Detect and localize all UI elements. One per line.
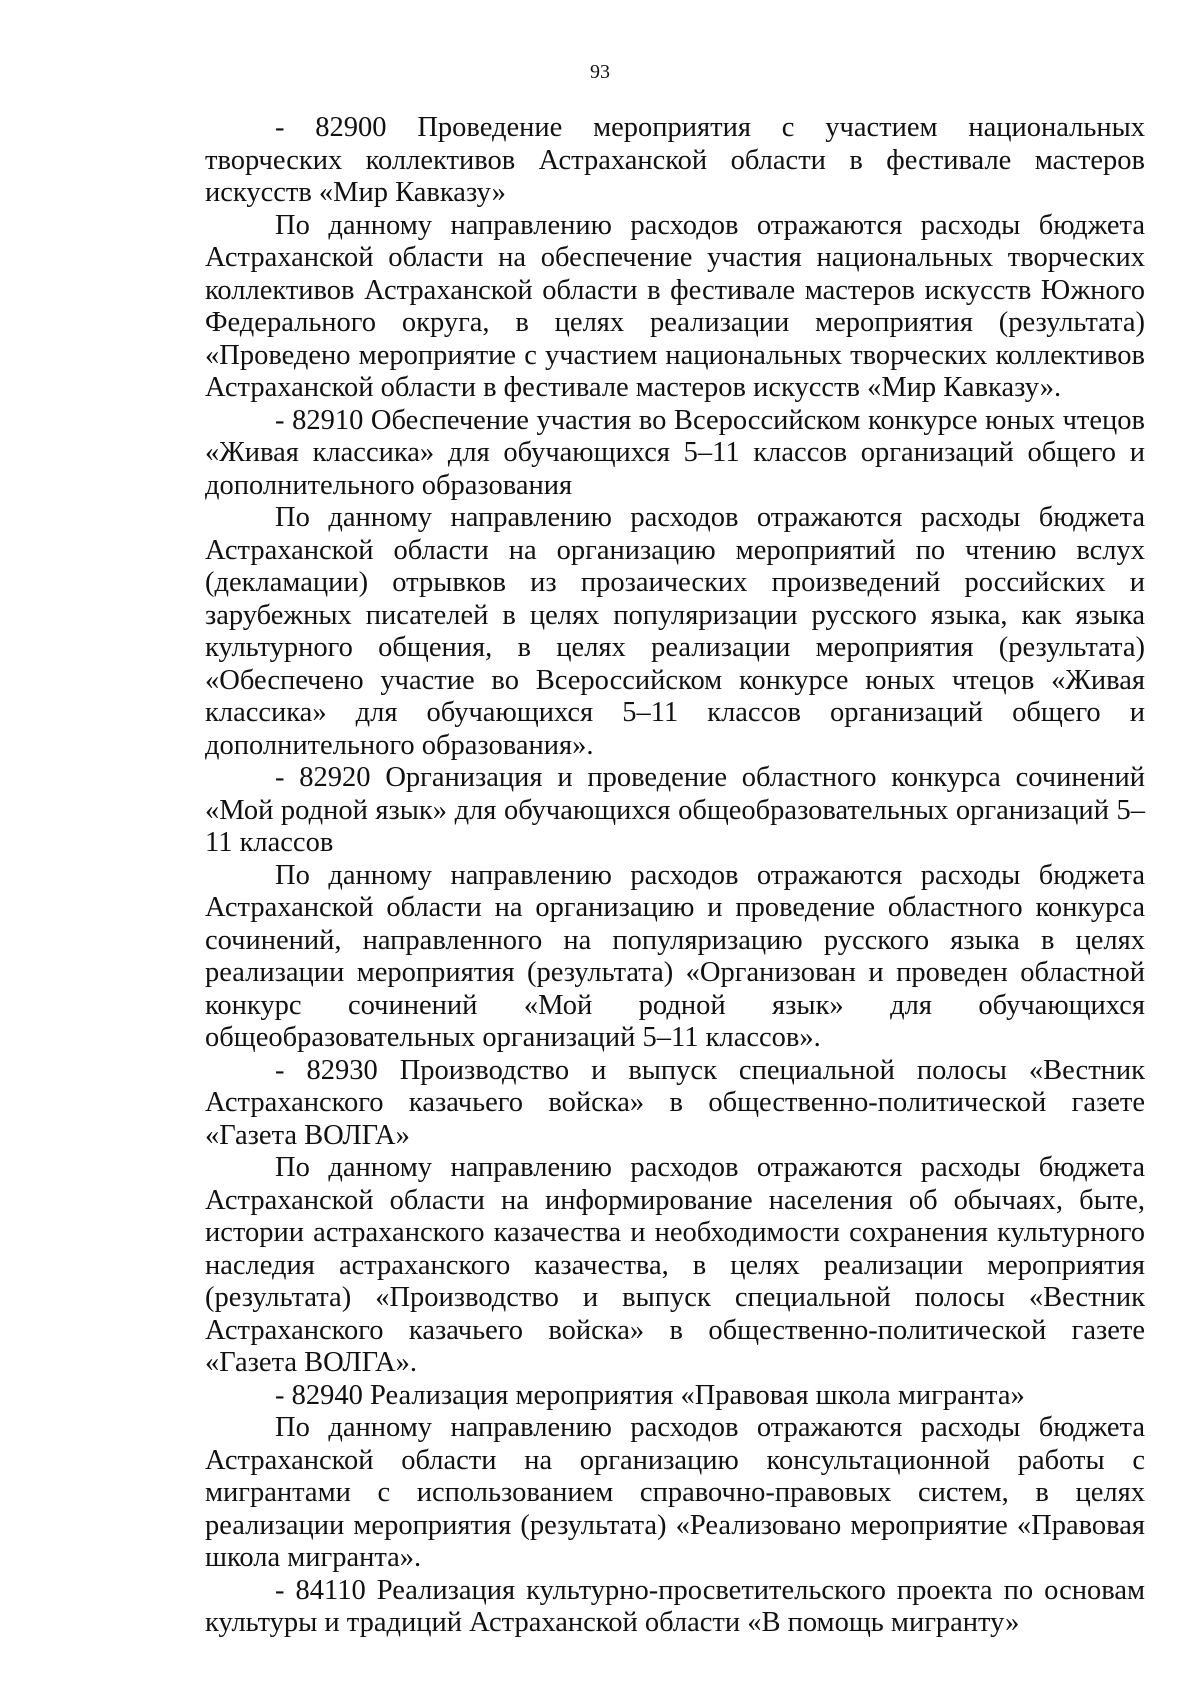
paragraph-82900-description: По данному направлению расходов отражаются расходы бюджета Астраханской области на обеспечение участия национальных творческих коллективов Астраханской области в фестивале мастеров искусств Южного Федерального округа, в целях реализации мероприятия (результата) «Проведено мероприятие с участием национальных творческих коллективов Астраханской области в фестивале мастеров искусств «Мир Кавказу». bbox=[205, 209, 1145, 403]
paragraph-82930-description: По данному направлению расходов отражаются расходы бюджета Астраханской области на информирование населения об обычаях, быте, истории астраханского казачества и необходимости сохранения культурного наследия астраханского казачества, в целях реализации мероприятия (результата) «Производство и выпуск специальной полосы «Вестник Астраханского казачьего войска» в общественно-политической газете «Газета ВОЛГА». bbox=[205, 1152, 1145, 1378]
paragraph-82940-heading: - 82940 Реализация мероприятия «Правовая школа мигранта» bbox=[275, 1379, 1025, 1411]
paragraph-82920-description: По данному направлению расходов отражаются расходы бюджета Астраханской области на организацию и проведение областного конкурса сочинений, направленного на популяризацию русского языка в целях реализации мероприятия (результата) «Организован и проведен областной конкурс сочинений «Мой родной язык» для обучающихся общеобразовательных организаций 5–11 классов». bbox=[205, 859, 1145, 1053]
paragraph-82910-description: По данному направлению расходов отражаются расходы бюджета Астраханской области на организацию мероприятий по чтению вслух (декламации) отрывков из прозаических произведений российских и зарубежных писателей в целях популяризации русского языка, как языка культурного общения, в целях реализации мероприятия (результата) «Обеспечено участие во Всероссийском конкурсе юных чтецов «Живая классика» для обучающихся 5–11 классов организаций общего и дополнительного образования». bbox=[205, 502, 1145, 761]
paragraph-82940-description: По данному направлению расходов отражаются расходы бюджета Астраханской области на организацию консультационной работы с мигрантами с использованием справочно-правовых систем, в целях реализации мероприятия (результата) «Реализовано мероприятие «Правовая школа мигранта». bbox=[205, 1412, 1145, 1573]
paragraph-82910-heading: - 82910 Обеспечение участия во Всероссийском конкурсе юных чтецов «Живая классика» для обучающихся 5–11 классов организаций общего и дополнительного образования bbox=[205, 404, 1145, 501]
paragraph-82930-heading: - 82930 Производство и выпуск специальной полосы «Вестник Астраханского казачьего войска» в общественно-политической газете «Газета ВОЛГА» bbox=[205, 1054, 1145, 1151]
paragraph-84110-heading: - 84110 Реализация культурно-просветительского проекта по основам культуры и традиций Астраханской области «В помощь мигранту» bbox=[205, 1574, 1145, 1638]
paragraph-82920-heading: - 82920 Организация и проведение областного конкурса сочинений «Мой родной язык» для обучающихся общеобразовательных организаций 5–11 классов bbox=[205, 762, 1145, 858]
page-number: 93 bbox=[590, 61, 610, 83]
document-body bbox=[205, 112, 1145, 1640]
paragraph-82900-heading: - 82900 Проведение мероприятия с участием национальных творческих коллективов Астраханской области в фестивале мастеров искусств «Мир Кавказу» bbox=[205, 112, 1145, 208]
